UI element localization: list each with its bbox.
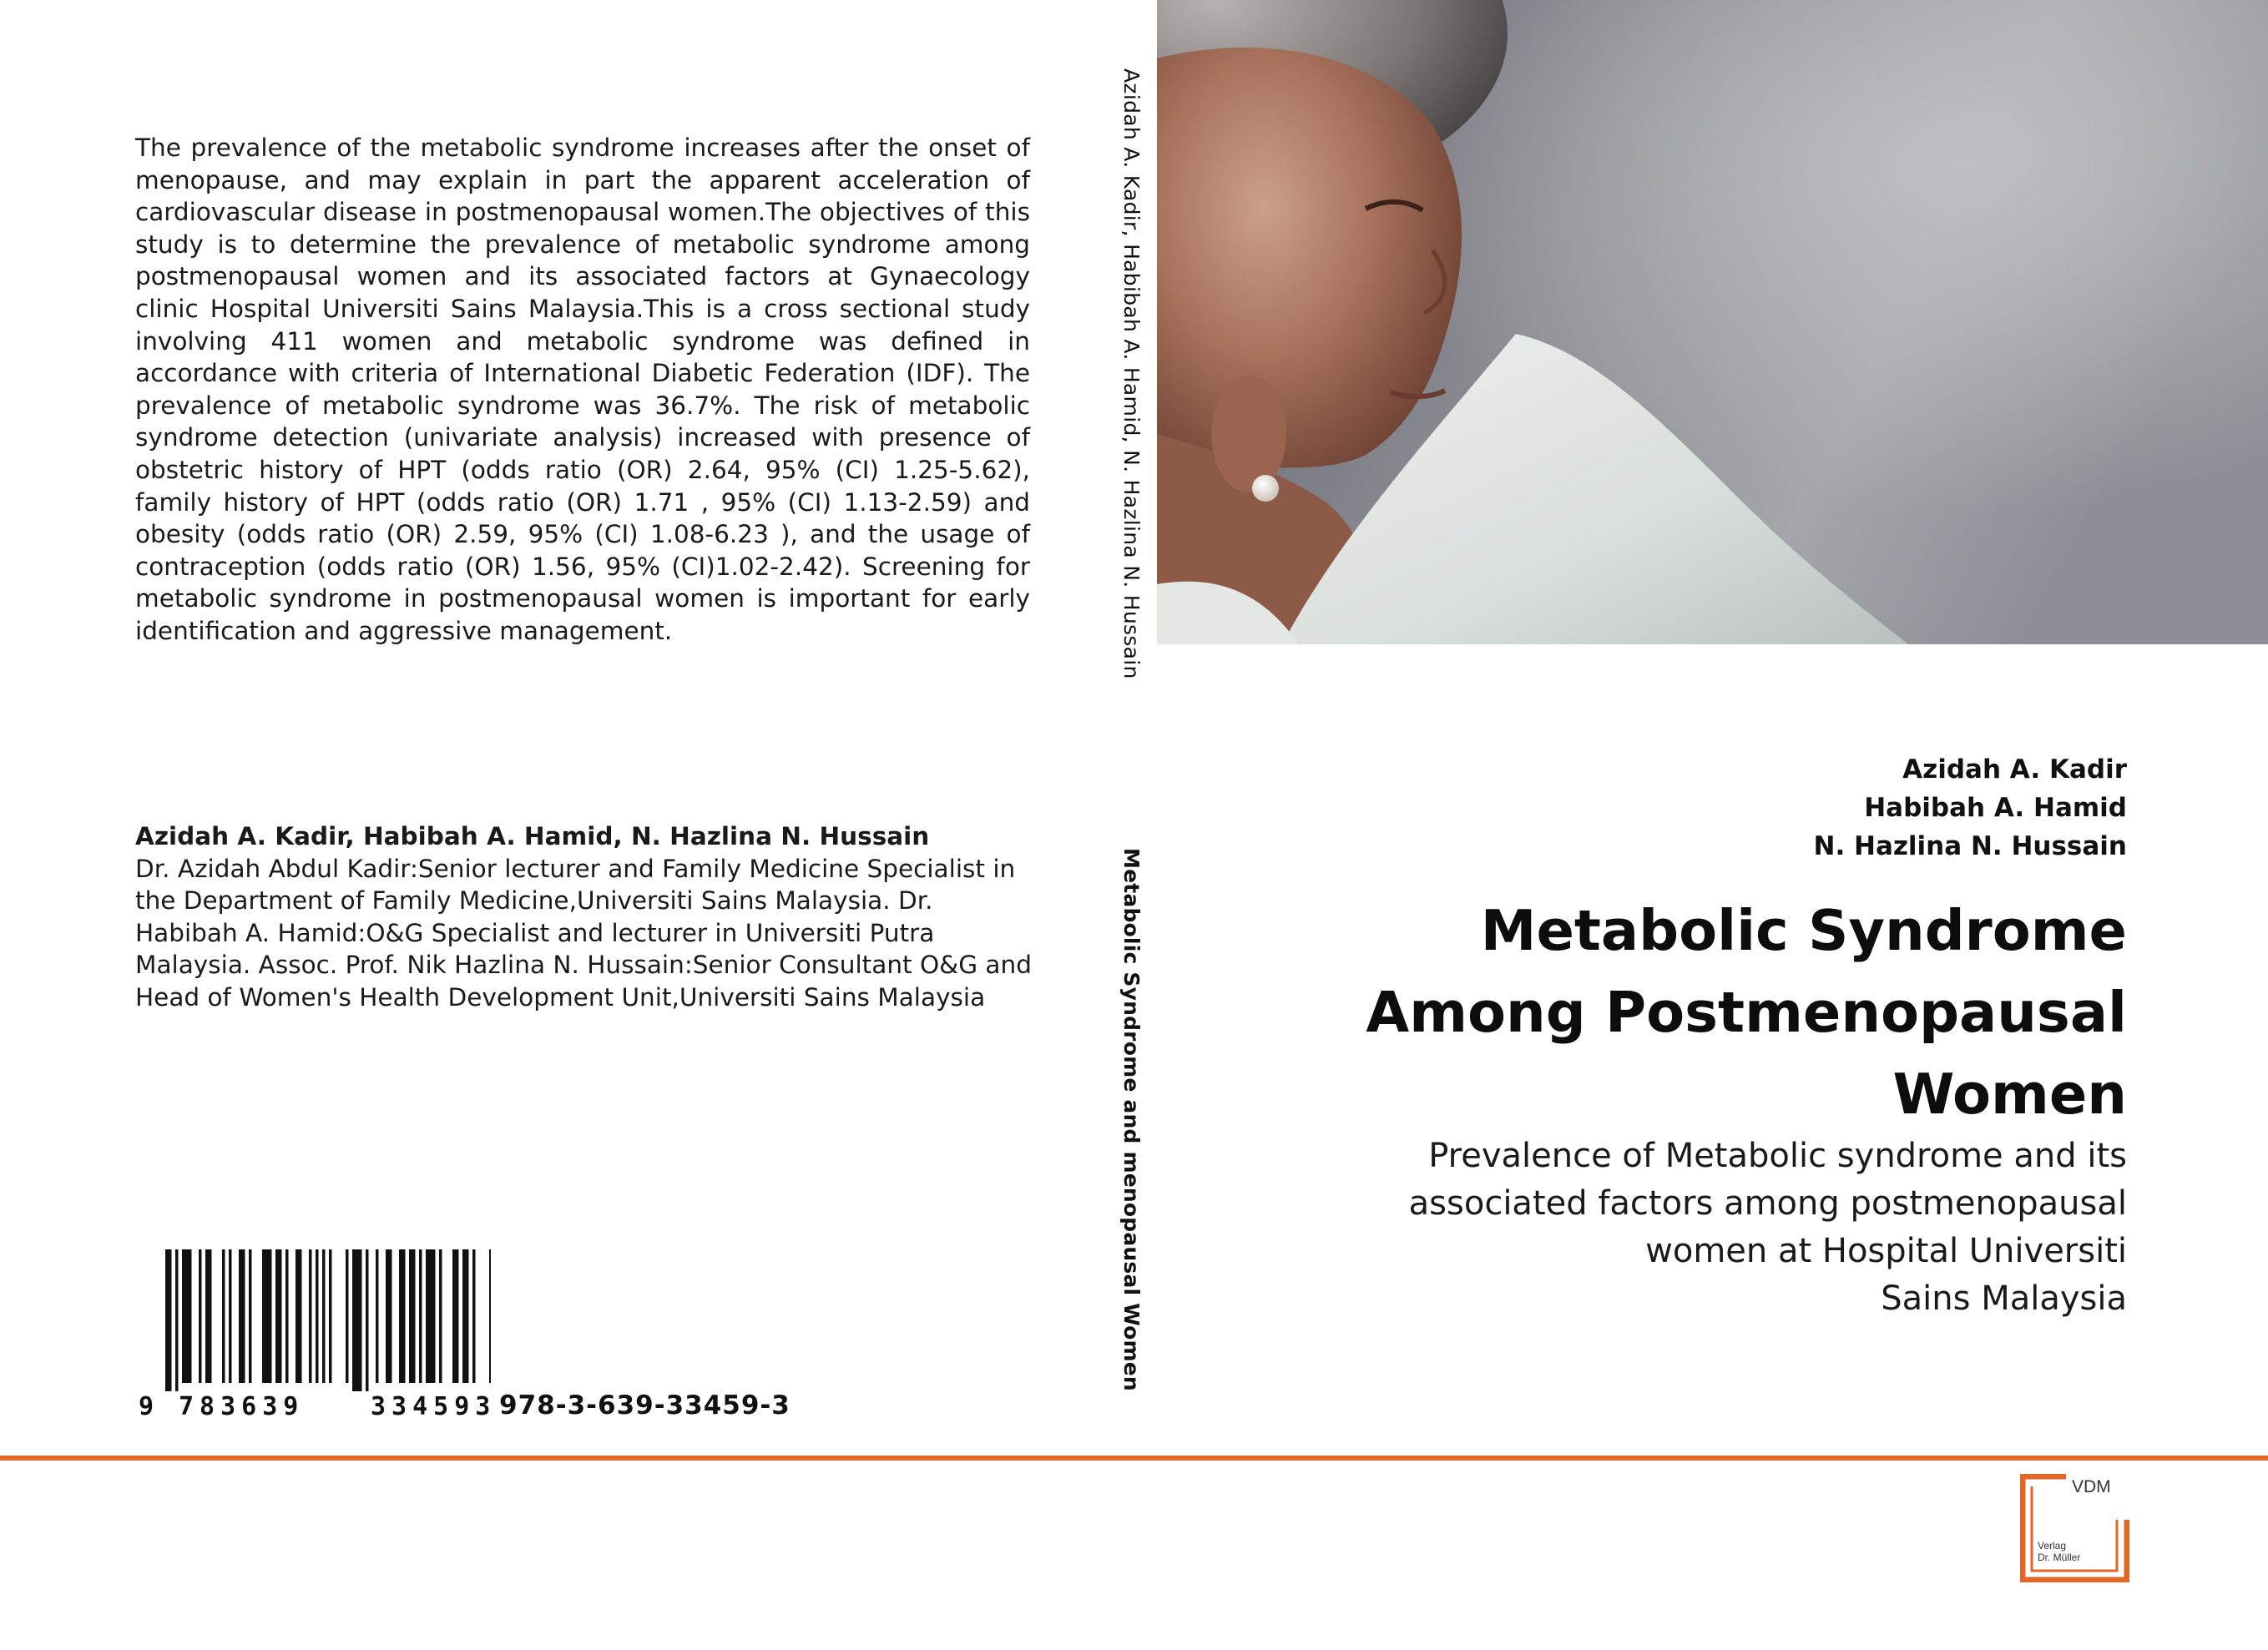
barcode-bar: [205, 1249, 212, 1383]
barcode-bars-icon: [165, 1249, 491, 1391]
barcode-bar: [346, 1249, 349, 1383]
barcode: [135, 1249, 497, 1433]
barcode-bar: [426, 1249, 436, 1383]
book-subtitle-line-2: associated factors among postmenopausal: [1408, 1184, 2127, 1223]
barcode-bar: [295, 1249, 302, 1383]
barcode-bar: [309, 1249, 312, 1383]
barcode-bar: [376, 1249, 379, 1383]
barcode-bar: [472, 1249, 476, 1383]
book-subtitle-line-1: Prevalence of Metabolic syndrome and its: [1428, 1137, 2127, 1175]
barcode-digit-group-2: 334593: [371, 1392, 497, 1421]
barcode-digit-lead: 9: [139, 1392, 154, 1421]
barcode-bar: [275, 1249, 282, 1383]
barcode-bar: [322, 1249, 326, 1383]
barcode-bar: [182, 1249, 192, 1383]
barcode-bar: [249, 1249, 252, 1383]
spine-authors: Azidah A. Kadir, Habibah A. Hamid, N. Hazlina N. Hussain: [1119, 68, 1144, 679]
barcode-bar: [175, 1249, 179, 1391]
barcode-bar: [489, 1249, 491, 1383]
barcode-bar: [239, 1249, 245, 1383]
barcode-bar: [462, 1249, 469, 1383]
barcode-bar: [452, 1249, 459, 1383]
barcode-bar: [229, 1249, 232, 1383]
book-subtitle: [1292, 1133, 2127, 1323]
barcode-bar: [439, 1249, 442, 1383]
author-bio-text: Dr. Azidah Abdul Kadir:Senior lecturer and Family Medicine Specialist in the Department of Family Medicine,Universiti Sains Malaysia. Dr. Habibah A. Hamid:O&G Specialist and lecturer in Universiti Putra Malaysia. Assoc. Prof. Nik Hazlina N. Hussain:Senior Consultant O&G and Head of Women's Health Development Unit,Universiti Sains Malaysia: [135, 854, 1032, 1012]
barcode-bar: [352, 1249, 362, 1391]
barcode-digit-group-1: 783639: [179, 1392, 305, 1421]
book-title: [1292, 890, 2127, 1135]
front-author-1: Azidah A. Kadir: [1902, 754, 2127, 785]
barcode-bar: [199, 1249, 202, 1383]
cover-photo: [1157, 0, 2268, 644]
barcode-bar: [165, 1249, 172, 1391]
back-cover-abstract: The prevalence of the metabolic syndrome increases after the onset of menopause, and may explain in part the apparent acceleration of cardiovascular disease in postmenopausal women.The objectives of this study is to determine the prevalence of metabolic syndrome among postmenopausal women and its associated factors at Gynaecology clinic Hospital Universiti Sains Malaysia.This is a cross sectional study involving 411 women and metabolic syndrome was defined in accordance with criteria of International Diabetic Federation (IDF). The prevalence of metabolic syndrome was 36.7%. The risk of metabolic syndrome detection (univariate analysis) increased with presence of obstetric history of HPT (odds ratio (OR) 2.64, 95% (CI) 1.25-5.62), family history of HPT (odds ratio (OR) 1.71 , 95% (CI) 1.13-2.59) and obesity (odds ratio (OR) 2.59, 95% (CI) 1.08-6.23 ), and the usage of contraception (odds ratio (OR) 1.56, 95% (CI)1.02-2.42). Screening for metabolic syndrome in postmenopausal women is important for early identification and aggressive management.: [135, 134, 1030, 645]
orange-divider: [0, 1456, 2268, 1461]
barcode-bar: [285, 1249, 289, 1383]
isbn: 978-3-639-33459-3: [499, 1390, 791, 1420]
book-title-line-1: Metabolic Syndrome: [1480, 898, 2127, 963]
barcode-bar: [386, 1249, 392, 1383]
barcode-bar: [329, 1249, 332, 1383]
front-authors: [1814, 750, 2128, 865]
barcode-bar: [316, 1249, 319, 1383]
publisher-logo-text: VDM: [2072, 1477, 2111, 1496]
spine-title: Metabolic Syndrome and menopausal Women: [1119, 848, 1144, 1391]
barcode-bar: [366, 1249, 369, 1391]
barcode-bar: [419, 1249, 422, 1383]
cover-photo-portrait-icon: [1157, 0, 2268, 644]
barcode-bar: [409, 1249, 416, 1383]
front-author-2: Habibah A. Hamid: [1864, 793, 2127, 823]
book-subtitle-line-4: Sains Malaysia: [1881, 1279, 2127, 1318]
book-title-line-3: Women: [1892, 1062, 2127, 1127]
book-title-line-2: Among Postmenopausal: [1366, 980, 2127, 1045]
barcode-bar: [399, 1249, 406, 1383]
front-author-3: N. Hazlina N. Hussain: [1813, 831, 2127, 861]
barcode-bar: [262, 1249, 272, 1383]
author-bio-heading: Azidah A. Kadir, Habibah A. Hamid, N. Hazlina N. Hussain: [135, 822, 930, 850]
author-bio: [135, 820, 1037, 1014]
publisher-logo-line-1: Verlag: [2038, 1540, 2067, 1552]
barcode-bar: [222, 1249, 225, 1383]
publisher-logo: [2020, 1474, 2129, 1582]
book-subtitle-line-3: women at Hospital Universiti: [1645, 1232, 2127, 1270]
publisher-logo-line-2: Dr. Müller: [2038, 1552, 2081, 1563]
